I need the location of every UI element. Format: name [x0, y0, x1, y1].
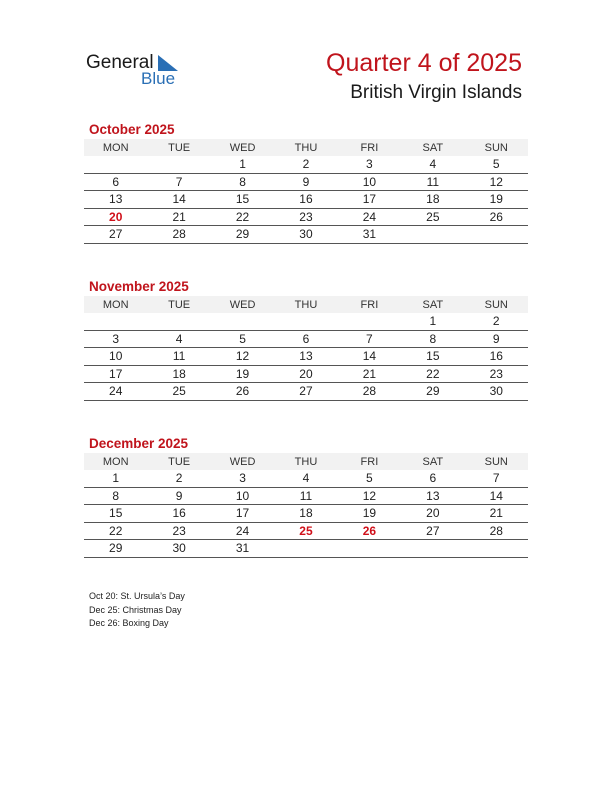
- weekday-header: SUN: [465, 453, 528, 470]
- week-row: [84, 505, 528, 523]
- day-cell: 28: [338, 383, 401, 401]
- weekday-header-row: [84, 296, 528, 313]
- day-cell: 2: [147, 470, 210, 487]
- day-cell: 22: [211, 208, 274, 226]
- day-cell: [465, 540, 528, 558]
- day-cell: 1: [84, 470, 147, 487]
- day-cell: 26: [211, 383, 274, 401]
- day-cell: [338, 540, 401, 558]
- weekday-header: SAT: [401, 139, 464, 156]
- week-row: [84, 208, 528, 226]
- holiday-note: Dec 25: Christmas Day: [89, 604, 182, 615]
- day-cell: 11: [401, 173, 464, 191]
- day-cell: 13: [84, 191, 147, 209]
- day-cell: 2: [465, 313, 528, 330]
- day-cell: 18: [401, 191, 464, 209]
- month-block-october: [84, 122, 528, 244]
- day-cell: [84, 313, 147, 330]
- day-cell: 9: [465, 330, 528, 348]
- day-cell: 26: [465, 208, 528, 226]
- week-row: [84, 156, 528, 173]
- holiday-day-cell: 26: [338, 522, 401, 540]
- day-cell: 12: [465, 173, 528, 191]
- generalblue-logo: [86, 52, 196, 92]
- logo-word-blue: Blue: [141, 69, 176, 88]
- day-cell: 9: [274, 173, 337, 191]
- day-cell: 13: [401, 487, 464, 505]
- day-cell: 28: [465, 522, 528, 540]
- weekday-header: TUE: [147, 296, 210, 313]
- day-cell: 4: [401, 156, 464, 173]
- weekday-header: SUN: [465, 139, 528, 156]
- day-cell: 16: [147, 505, 210, 523]
- weekday-header-row: [84, 453, 528, 470]
- weekday-header: SAT: [401, 296, 464, 313]
- day-cell: 18: [274, 505, 337, 523]
- month-title: November 2025: [89, 279, 189, 294]
- day-cell: 25: [401, 208, 464, 226]
- day-cell: 21: [338, 365, 401, 383]
- day-cell: 14: [338, 348, 401, 366]
- week-row: [84, 540, 528, 558]
- day-cell: 17: [84, 365, 147, 383]
- day-cell: 6: [401, 470, 464, 487]
- day-cell: 30: [465, 383, 528, 401]
- day-cell: 30: [274, 226, 337, 244]
- weekday-header: FRI: [338, 296, 401, 313]
- logo-word-general: General: [86, 52, 154, 73]
- day-cell: 7: [465, 470, 528, 487]
- weekday-header: SAT: [401, 453, 464, 470]
- weekday-header: FRI: [338, 453, 401, 470]
- day-cell: 20: [274, 365, 337, 383]
- weekday-header: FRI: [338, 139, 401, 156]
- day-cell: 19: [465, 191, 528, 209]
- day-cell: 1: [211, 156, 274, 173]
- weekday-header: TUE: [147, 139, 210, 156]
- day-cell: 1: [401, 313, 464, 330]
- region-subtitle: British Virgin Islands: [350, 82, 522, 103]
- day-cell: 22: [84, 522, 147, 540]
- week-row: [84, 470, 528, 487]
- day-cell: 10: [84, 348, 147, 366]
- day-cell: 11: [147, 348, 210, 366]
- day-cell: 21: [147, 208, 210, 226]
- day-cell: 5: [211, 330, 274, 348]
- day-cell: 24: [338, 208, 401, 226]
- month-title: October 2025: [89, 122, 175, 137]
- day-cell: [401, 540, 464, 558]
- day-cell: 19: [338, 505, 401, 523]
- holiday-note: Oct 20: St. Ursula’s Day: [89, 591, 185, 601]
- day-cell: 22: [401, 365, 464, 383]
- week-row: [84, 173, 528, 191]
- day-cell: 20: [401, 505, 464, 523]
- day-cell: 13: [274, 348, 337, 366]
- day-cell: 5: [465, 156, 528, 173]
- day-cell: 12: [211, 348, 274, 366]
- month-block-november: [84, 279, 528, 401]
- week-row: [84, 365, 528, 383]
- holiday-day-cell: 25: [274, 522, 337, 540]
- weekday-header: WED: [211, 453, 274, 470]
- week-row: [84, 330, 528, 348]
- day-cell: 12: [338, 487, 401, 505]
- day-cell: [211, 313, 274, 330]
- day-cell: 27: [274, 383, 337, 401]
- day-cell: 10: [211, 487, 274, 505]
- month-calendar-table: [84, 139, 528, 244]
- week-row: [84, 383, 528, 401]
- day-cell: [84, 156, 147, 173]
- day-cell: 3: [211, 470, 274, 487]
- day-cell: 16: [274, 191, 337, 209]
- day-cell: 2: [274, 156, 337, 173]
- day-cell: 14: [147, 191, 210, 209]
- day-cell: 31: [211, 540, 274, 558]
- week-row: [84, 313, 528, 330]
- weekday-header: THU: [274, 453, 337, 470]
- weekday-header: MON: [84, 139, 147, 156]
- weekday-header: THU: [274, 139, 337, 156]
- day-cell: 10: [338, 173, 401, 191]
- day-cell: 8: [401, 330, 464, 348]
- day-cell: 4: [147, 330, 210, 348]
- day-cell: 15: [84, 505, 147, 523]
- day-cell: 15: [211, 191, 274, 209]
- week-row: [84, 226, 528, 244]
- weekday-header: WED: [211, 296, 274, 313]
- weekday-header: MON: [84, 296, 147, 313]
- weekday-header: MON: [84, 453, 147, 470]
- day-cell: 31: [338, 226, 401, 244]
- day-cell: 19: [211, 365, 274, 383]
- day-cell: 29: [401, 383, 464, 401]
- month-block-december: [84, 436, 528, 558]
- day-cell: [147, 156, 210, 173]
- day-cell: 30: [147, 540, 210, 558]
- page-title: Quarter 4 of 2025: [326, 49, 522, 77]
- day-cell: 7: [338, 330, 401, 348]
- week-row: [84, 487, 528, 505]
- month-title: December 2025: [89, 436, 189, 451]
- day-cell: 21: [465, 505, 528, 523]
- day-cell: 23: [147, 522, 210, 540]
- day-cell: 9: [147, 487, 210, 505]
- day-cell: 11: [274, 487, 337, 505]
- day-cell: [338, 313, 401, 330]
- day-cell: 3: [338, 156, 401, 173]
- day-cell: 6: [84, 173, 147, 191]
- month-calendar-table: [84, 296, 528, 401]
- day-cell: 29: [211, 226, 274, 244]
- day-cell: 16: [465, 348, 528, 366]
- day-cell: 25: [147, 383, 210, 401]
- day-cell: [401, 226, 464, 244]
- day-cell: 27: [84, 226, 147, 244]
- holiday-note: Dec 26: Boxing Day: [89, 618, 169, 628]
- holiday-day-cell: 20: [84, 208, 147, 226]
- day-cell: 28: [147, 226, 210, 244]
- day-cell: 17: [211, 505, 274, 523]
- week-row: [84, 348, 528, 366]
- day-cell: 7: [147, 173, 210, 191]
- day-cell: 23: [465, 365, 528, 383]
- day-cell: 8: [84, 487, 147, 505]
- day-cell: [274, 540, 337, 558]
- weekday-header: THU: [274, 296, 337, 313]
- day-cell: 24: [84, 383, 147, 401]
- weekday-header-row: [84, 139, 528, 156]
- day-cell: [274, 313, 337, 330]
- day-cell: 15: [401, 348, 464, 366]
- day-cell: 17: [338, 191, 401, 209]
- day-cell: 8: [211, 173, 274, 191]
- day-cell: 18: [147, 365, 210, 383]
- weekday-header: SUN: [465, 296, 528, 313]
- day-cell: 4: [274, 470, 337, 487]
- day-cell: 14: [465, 487, 528, 505]
- day-cell: 27: [401, 522, 464, 540]
- weekday-header: TUE: [147, 453, 210, 470]
- day-cell: [465, 226, 528, 244]
- day-cell: 29: [84, 540, 147, 558]
- day-cell: 5: [338, 470, 401, 487]
- day-cell: 3: [84, 330, 147, 348]
- day-cell: [147, 313, 210, 330]
- day-cell: 6: [274, 330, 337, 348]
- weekday-header: WED: [211, 139, 274, 156]
- week-row: [84, 191, 528, 209]
- day-cell: 23: [274, 208, 337, 226]
- day-cell: 24: [211, 522, 274, 540]
- week-row: [84, 522, 528, 540]
- holiday-notes: [89, 590, 185, 631]
- month-calendar-table: [84, 453, 528, 558]
